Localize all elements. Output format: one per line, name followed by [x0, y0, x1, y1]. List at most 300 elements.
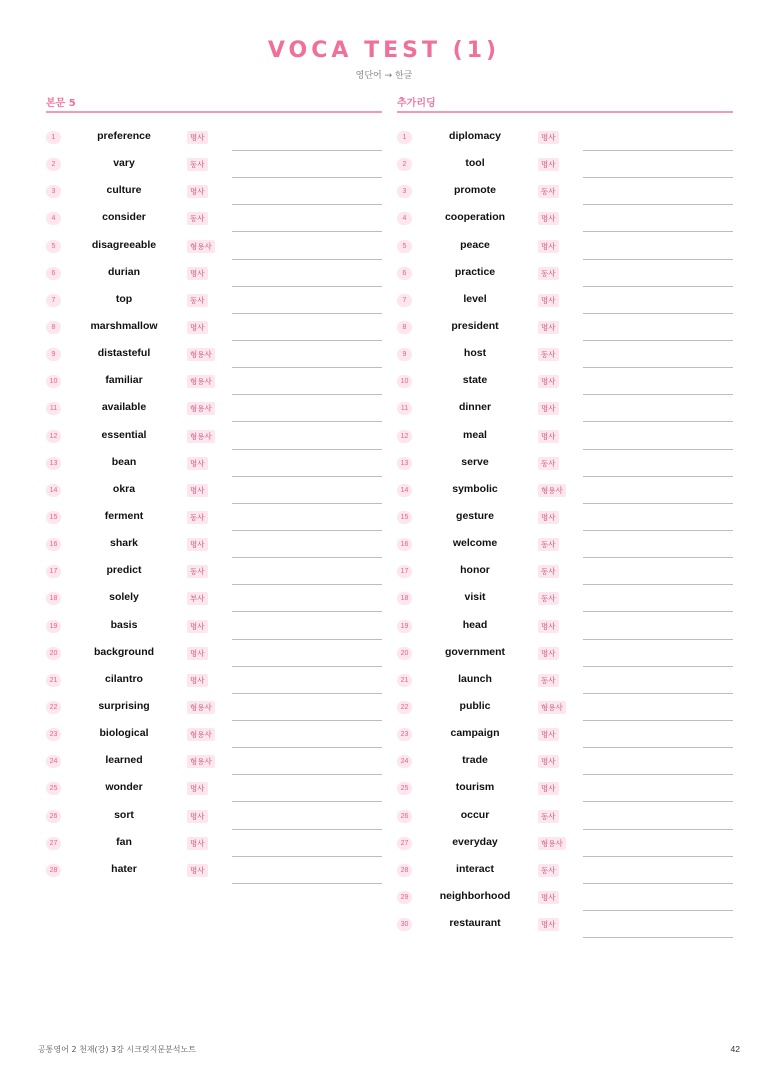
- english-word: campaign: [450, 727, 500, 740]
- answer-blank-line[interactable]: [583, 530, 733, 531]
- item-number-badge: 30: [397, 918, 412, 931]
- answer-blank-line[interactable]: [583, 937, 733, 938]
- item-number-badge: 26: [46, 810, 61, 823]
- english-word: welcome: [452, 537, 498, 550]
- part-of-speech-badge: 명사: [187, 837, 208, 850]
- english-word: promote: [454, 184, 496, 197]
- part-of-speech-badge: 명사: [187, 620, 208, 633]
- word-row: [46, 369, 382, 396]
- item-number-badge: 28: [397, 864, 412, 877]
- item-number-badge: 25: [46, 782, 61, 795]
- page-number: 42: [730, 1044, 740, 1054]
- part-of-speech-badge: 명사: [538, 647, 559, 660]
- word-row: [46, 831, 382, 858]
- word-row: [46, 641, 382, 668]
- english-word: trade: [462, 754, 488, 767]
- item-number-badge: 20: [46, 647, 61, 660]
- part-of-speech-badge: 동사: [538, 810, 559, 823]
- part-of-speech-badge: 형용사: [538, 701, 566, 714]
- answer-blank-line[interactable]: [583, 313, 733, 314]
- item-number-badge: 14: [397, 484, 412, 497]
- english-word: okra: [112, 482, 136, 495]
- word-row: [46, 695, 382, 722]
- part-of-speech-badge: 형용사: [187, 348, 215, 361]
- answer-blank-line[interactable]: [232, 476, 382, 477]
- english-word: neighborhood: [439, 889, 511, 902]
- answer-blank-line[interactable]: [583, 584, 733, 585]
- english-word: cooperation: [444, 211, 506, 224]
- answer-blank-line[interactable]: [232, 720, 382, 721]
- part-of-speech-badge: 명사: [538, 511, 559, 524]
- english-word: launch: [458, 672, 492, 685]
- answer-blank-line[interactable]: [232, 367, 382, 368]
- footer-book-title: 공통영어 2 천재(강) 3강 시크릿지문분석노트: [38, 1045, 196, 1054]
- part-of-speech-badge: 명사: [538, 294, 559, 307]
- item-number-badge: 1: [397, 131, 412, 144]
- part-of-speech-badge: 명사: [538, 782, 559, 795]
- english-word: serve: [461, 455, 489, 468]
- part-of-speech-badge: 형용사: [187, 728, 215, 741]
- answer-blank-line[interactable]: [583, 910, 733, 911]
- word-row: [397, 695, 733, 722]
- word-row: [397, 206, 733, 233]
- part-of-speech-badge: 명사: [187, 538, 208, 551]
- left-word-list: [46, 125, 382, 885]
- word-row: [397, 451, 733, 478]
- english-word: everyday: [452, 835, 498, 848]
- part-of-speech-badge: 부사: [187, 592, 208, 605]
- item-number-badge: 28: [46, 864, 61, 877]
- answer-blank-line[interactable]: [232, 449, 382, 450]
- right-word-column: [397, 94, 733, 939]
- answer-blank-line[interactable]: [583, 394, 733, 395]
- item-number-badge: 17: [397, 565, 412, 578]
- answer-blank-line[interactable]: [583, 666, 733, 667]
- item-number-badge: 19: [397, 620, 412, 633]
- answer-blank-line[interactable]: [583, 177, 733, 178]
- item-number-badge: 2: [46, 158, 61, 171]
- answer-blank-line[interactable]: [583, 476, 733, 477]
- english-word: available: [101, 401, 147, 414]
- item-number-badge: 27: [46, 837, 61, 850]
- english-word: host: [463, 347, 487, 360]
- english-word: diplomacy: [449, 130, 501, 142]
- item-number-badge: 12: [46, 430, 61, 443]
- part-of-speech-badge: 명사: [538, 728, 559, 741]
- item-number-badge: 20: [397, 647, 412, 660]
- english-word: wonder: [105, 781, 143, 794]
- english-word: level: [463, 292, 487, 305]
- word-row: [46, 396, 382, 423]
- part-of-speech-badge: 동사: [187, 158, 208, 171]
- answer-blank-line[interactable]: [232, 666, 382, 667]
- part-of-speech-badge: 명사: [538, 321, 559, 334]
- part-of-speech-badge: 명사: [187, 321, 208, 334]
- part-of-speech-badge: 동사: [187, 212, 208, 225]
- part-of-speech-badge: 명사: [538, 620, 559, 633]
- english-word: tourism: [455, 781, 495, 794]
- english-word: practice: [454, 265, 496, 278]
- part-of-speech-badge: 동사: [538, 457, 559, 470]
- part-of-speech-badge: 명사: [538, 240, 559, 253]
- part-of-speech-badge: 형용사: [187, 755, 215, 768]
- part-of-speech-badge: 명사: [187, 864, 208, 877]
- item-number-badge: 6: [397, 267, 412, 280]
- part-of-speech-badge: 동사: [538, 674, 559, 687]
- word-row: [397, 234, 733, 261]
- part-of-speech-badge: 동사: [538, 864, 559, 877]
- item-number-badge: 25: [397, 782, 412, 795]
- part-of-speech-badge: 동사: [538, 267, 559, 280]
- word-row: [46, 749, 382, 776]
- word-row: [397, 152, 733, 179]
- word-row: [46, 804, 382, 831]
- english-word: learned: [105, 754, 143, 767]
- answer-blank-line[interactable]: [232, 503, 382, 504]
- item-number-badge: 10: [46, 375, 61, 388]
- part-of-speech-badge: 형용사: [538, 837, 566, 850]
- item-number-badge: 11: [397, 402, 412, 415]
- part-of-speech-badge: 명사: [187, 647, 208, 660]
- part-of-speech-badge: 동사: [187, 565, 208, 578]
- word-row: [397, 505, 733, 532]
- part-of-speech-badge: 형용사: [187, 402, 215, 415]
- word-row: [397, 749, 733, 776]
- item-number-badge: 14: [46, 484, 61, 497]
- answer-blank-line[interactable]: [232, 557, 382, 558]
- word-row: [397, 424, 733, 451]
- english-word: ferment: [104, 509, 144, 522]
- answer-blank-line[interactable]: [232, 421, 382, 422]
- word-row: [397, 776, 733, 803]
- english-word: bean: [111, 455, 137, 468]
- item-number-badge: 23: [46, 728, 61, 741]
- english-word: president: [451, 319, 499, 332]
- item-number-badge: 13: [397, 457, 412, 470]
- word-row: [46, 776, 382, 803]
- answer-blank-line[interactable]: [583, 286, 733, 287]
- item-number-badge: 4: [46, 212, 61, 225]
- answer-blank-line[interactable]: [232, 584, 382, 585]
- english-word: distasteful: [97, 347, 151, 360]
- left-column-heading: 본문 5: [46, 94, 382, 113]
- answer-blank-line[interactable]: [583, 503, 733, 504]
- word-row: [397, 369, 733, 396]
- answer-blank-line[interactable]: [583, 340, 733, 341]
- answer-blank-line[interactable]: [583, 367, 733, 368]
- answer-blank-line[interactable]: [232, 259, 382, 260]
- english-word: symbolic: [452, 482, 498, 495]
- word-row: [397, 261, 733, 288]
- english-word: tool: [465, 157, 485, 170]
- part-of-speech-badge: 동사: [538, 565, 559, 578]
- english-word: peace: [460, 238, 490, 251]
- english-word: occur: [460, 808, 490, 821]
- part-of-speech-badge: 동사: [538, 538, 559, 551]
- answer-blank-line[interactable]: [583, 259, 733, 260]
- item-number-badge: 5: [397, 240, 412, 253]
- answer-blank-line[interactable]: [232, 177, 382, 178]
- answer-blank-line[interactable]: [232, 639, 382, 640]
- word-row: [397, 614, 733, 641]
- answer-blank-line[interactable]: [583, 747, 733, 748]
- word-row: [46, 478, 382, 505]
- word-row: [46, 668, 382, 695]
- item-number-badge: 22: [46, 701, 61, 714]
- item-number-badge: 9: [397, 348, 412, 361]
- word-row: [397, 315, 733, 342]
- word-row: [397, 912, 733, 939]
- part-of-speech-badge: 명사: [187, 131, 208, 144]
- answer-blank-line[interactable]: [583, 557, 733, 558]
- part-of-speech-badge: 명사: [187, 484, 208, 497]
- word-row: [397, 559, 733, 586]
- part-of-speech-badge: 동사: [538, 592, 559, 605]
- answer-blank-line[interactable]: [583, 829, 733, 830]
- english-word: basis: [110, 618, 138, 631]
- word-row: [46, 234, 382, 261]
- answer-blank-line[interactable]: [232, 204, 382, 205]
- part-of-speech-badge: 명사: [187, 674, 208, 687]
- english-word: predict: [106, 564, 142, 577]
- part-of-speech-badge: 명사: [187, 457, 208, 470]
- item-number-badge: 4: [397, 212, 412, 225]
- english-word: shark: [109, 537, 139, 550]
- word-row: [46, 125, 382, 152]
- item-number-badge: 10: [397, 375, 412, 388]
- answer-blank-line[interactable]: [583, 611, 733, 612]
- word-row: [46, 424, 382, 451]
- answer-blank-line[interactable]: [583, 774, 733, 775]
- english-word: sort: [114, 808, 134, 821]
- answer-blank-line[interactable]: [583, 204, 733, 205]
- part-of-speech-badge: 명사: [187, 782, 208, 795]
- page-subtitle: 영단어 → 한글: [355, 71, 413, 81]
- answer-blank-line[interactable]: [232, 150, 382, 151]
- part-of-speech-badge: 명사: [187, 185, 208, 198]
- english-word: meal: [463, 428, 487, 441]
- part-of-speech-badge: 명사: [538, 375, 559, 388]
- item-number-badge: 3: [46, 185, 61, 198]
- part-of-speech-badge: 동사: [187, 294, 208, 307]
- word-row: [397, 722, 733, 749]
- word-row: [46, 179, 382, 206]
- word-row: [397, 586, 733, 613]
- word-row: [46, 315, 382, 342]
- answer-blank-line[interactable]: [232, 231, 382, 232]
- answer-blank-line[interactable]: [232, 394, 382, 395]
- item-number-badge: 19: [46, 620, 61, 633]
- part-of-speech-badge: 형용사: [187, 430, 215, 443]
- item-number-badge: 5: [46, 240, 61, 253]
- item-number-badge: 16: [397, 538, 412, 551]
- english-word: cilantro: [105, 672, 143, 685]
- english-word: top: [115, 292, 133, 305]
- word-row: [46, 532, 382, 559]
- word-row: [46, 614, 382, 641]
- english-word: fan: [116, 835, 132, 848]
- item-number-badge: 7: [46, 294, 61, 307]
- part-of-speech-badge: 동사: [538, 185, 559, 198]
- answer-blank-line[interactable]: [583, 720, 733, 721]
- word-row: [397, 668, 733, 695]
- part-of-speech-badge: 명사: [538, 918, 559, 931]
- part-of-speech-badge: 명사: [538, 212, 559, 225]
- english-word: government: [444, 645, 506, 658]
- english-word: consider: [102, 211, 146, 224]
- item-number-badge: 24: [397, 755, 412, 768]
- answer-blank-line[interactable]: [583, 150, 733, 151]
- english-word: honor: [460, 564, 490, 577]
- word-row: [46, 858, 382, 885]
- item-number-badge: 23: [397, 728, 412, 741]
- word-row: [397, 125, 733, 152]
- part-of-speech-badge: 명사: [538, 430, 559, 443]
- item-number-badge: 6: [46, 267, 61, 280]
- word-row: [397, 532, 733, 559]
- answer-blank-line[interactable]: [232, 693, 382, 694]
- answer-blank-line[interactable]: [232, 856, 382, 857]
- item-number-badge: 13: [46, 457, 61, 470]
- item-number-badge: 27: [397, 837, 412, 850]
- word-row: [397, 858, 733, 885]
- part-of-speech-badge: 형용사: [187, 240, 215, 253]
- english-word: vary: [113, 157, 135, 170]
- word-row: [397, 831, 733, 858]
- answer-blank-line[interactable]: [232, 774, 382, 775]
- english-word: gesture: [456, 509, 494, 522]
- english-word: restaurant: [449, 917, 501, 930]
- word-row: [397, 342, 733, 369]
- item-number-badge: 15: [46, 511, 61, 524]
- item-number-badge: 11: [46, 402, 61, 415]
- english-word: biological: [99, 727, 149, 740]
- english-word: visit: [464, 591, 486, 604]
- answer-blank-line[interactable]: [583, 639, 733, 640]
- item-number-badge: 3: [397, 185, 412, 198]
- part-of-speech-badge: 명사: [538, 131, 559, 144]
- answer-blank-line[interactable]: [583, 421, 733, 422]
- item-number-badge: 1: [46, 131, 61, 144]
- english-word: interact: [456, 862, 494, 875]
- item-number-badge: 8: [46, 321, 61, 334]
- item-number-badge: 21: [397, 674, 412, 687]
- word-row: [397, 396, 733, 423]
- english-word: state: [462, 374, 488, 387]
- english-word: essential: [101, 428, 147, 441]
- left-word-column: [46, 94, 382, 885]
- word-row: [46, 288, 382, 315]
- part-of-speech-badge: 형용사: [538, 484, 566, 497]
- item-number-badge: 29: [397, 891, 412, 904]
- answer-blank-line[interactable]: [583, 883, 733, 884]
- part-of-speech-badge: 명사: [538, 891, 559, 904]
- item-number-badge: 21: [46, 674, 61, 687]
- word-row: [46, 206, 382, 233]
- english-word: preference: [97, 130, 151, 142]
- english-word: marshmallow: [90, 319, 158, 332]
- english-word: familiar: [105, 374, 143, 387]
- english-word: solely: [109, 591, 139, 604]
- item-number-badge: 26: [397, 810, 412, 823]
- word-row: [46, 722, 382, 749]
- item-number-badge: 18: [397, 592, 412, 605]
- word-row: [46, 261, 382, 288]
- part-of-speech-badge: 형용사: [187, 375, 215, 388]
- english-word: disagreeable: [91, 238, 157, 251]
- word-row: [46, 559, 382, 586]
- answer-blank-line[interactable]: [232, 611, 382, 612]
- item-number-badge: 22: [397, 701, 412, 714]
- part-of-speech-badge: 명사: [538, 402, 559, 415]
- item-number-badge: 2: [397, 158, 412, 171]
- answer-blank-line[interactable]: [232, 829, 382, 830]
- word-row: [46, 505, 382, 532]
- word-row: [46, 451, 382, 478]
- right-word-list: [397, 125, 733, 939]
- word-row: [46, 342, 382, 369]
- english-word: culture: [106, 184, 142, 197]
- english-word: durian: [107, 265, 141, 278]
- part-of-speech-badge: 명사: [538, 755, 559, 768]
- word-row: [397, 641, 733, 668]
- part-of-speech-badge: 명사: [187, 267, 208, 280]
- english-word: hater: [111, 862, 137, 875]
- english-word: surprising: [98, 699, 150, 712]
- english-word: head: [462, 618, 488, 631]
- item-number-badge: 7: [397, 294, 412, 307]
- part-of-speech-badge: 명사: [538, 158, 559, 171]
- word-row: [397, 885, 733, 912]
- item-number-badge: 8: [397, 321, 412, 334]
- english-word: public: [459, 699, 491, 712]
- item-number-badge: 9: [46, 348, 61, 361]
- answer-blank-line[interactable]: [583, 231, 733, 232]
- word-row: [397, 179, 733, 206]
- page-title: VOCA TEST (1): [267, 38, 501, 63]
- answer-blank-line[interactable]: [232, 286, 382, 287]
- answer-blank-line[interactable]: [583, 856, 733, 857]
- part-of-speech-badge: 동사: [187, 511, 208, 524]
- item-number-badge: 16: [46, 538, 61, 551]
- item-number-badge: 12: [397, 430, 412, 443]
- word-row: [397, 804, 733, 831]
- answer-blank-line[interactable]: [583, 801, 733, 802]
- part-of-speech-badge: 명사: [187, 810, 208, 823]
- item-number-badge: 15: [397, 511, 412, 524]
- answer-blank-line[interactable]: [232, 313, 382, 314]
- part-of-speech-badge: 형용사: [187, 701, 215, 714]
- english-word: dinner: [458, 401, 492, 414]
- part-of-speech-badge: 동사: [538, 348, 559, 361]
- answer-blank-line[interactable]: [232, 747, 382, 748]
- word-row: [46, 586, 382, 613]
- right-column-heading: 추가리딩: [397, 94, 733, 113]
- item-number-badge: 18: [46, 592, 61, 605]
- answer-blank-line[interactable]: [583, 693, 733, 694]
- answer-blank-line[interactable]: [232, 801, 382, 802]
- answer-blank-line[interactable]: [232, 340, 382, 341]
- item-number-badge: 24: [46, 755, 61, 768]
- item-number-badge: 17: [46, 565, 61, 578]
- english-word: background: [93, 645, 155, 658]
- answer-blank-line[interactable]: [583, 449, 733, 450]
- answer-blank-line[interactable]: [232, 883, 382, 884]
- word-row: [46, 152, 382, 179]
- answer-blank-line[interactable]: [232, 530, 382, 531]
- word-row: [397, 288, 733, 315]
- word-row: [397, 478, 733, 505]
